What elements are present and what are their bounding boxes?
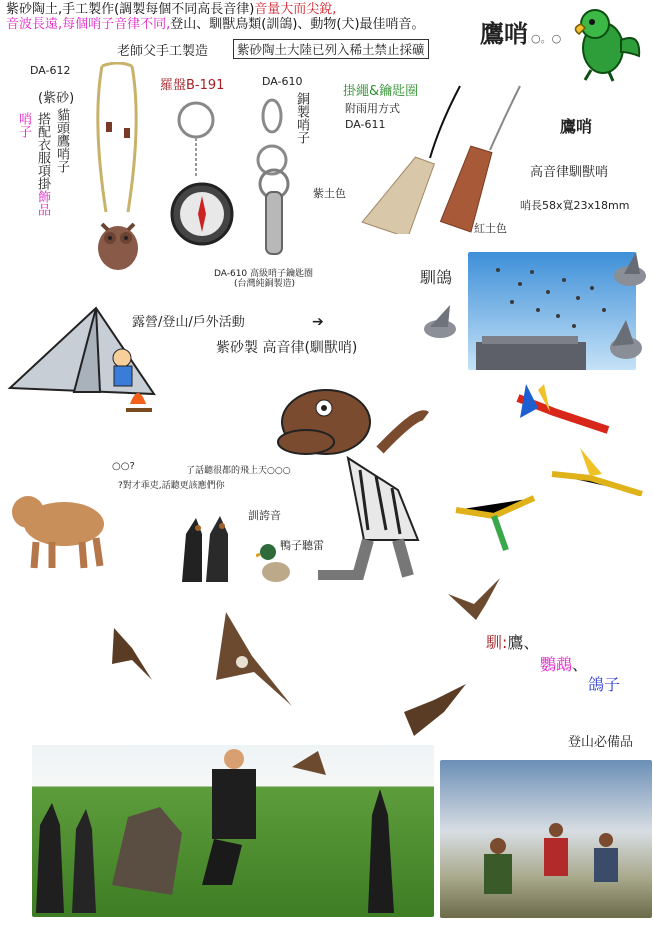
dog-training-photo bbox=[32, 745, 434, 917]
hiking-label: 登山必備品 bbox=[568, 735, 634, 750]
pigeon-label: 馴鴿 bbox=[420, 268, 453, 287]
parrot-logo-icon bbox=[565, 2, 643, 82]
owl-whistle-image bbox=[88, 62, 150, 276]
camping-label: 露營/登山/戶外活動 bbox=[132, 315, 245, 330]
da611-color2: 紅土色 bbox=[474, 222, 507, 235]
intro-seg4: 音波長遠,每個哨子音律不同, bbox=[6, 17, 171, 32]
eagle-icon-4 bbox=[400, 672, 470, 738]
hikers-image bbox=[440, 760, 652, 918]
da612-code: DA-612 bbox=[30, 64, 71, 77]
intro-seg5: 登山、馴獸鳥類(訓鴿)、動物(犬)最佳哨音。 bbox=[170, 17, 425, 32]
scarlet-macaw-icon bbox=[514, 378, 610, 444]
sharpei-dog-image bbox=[6, 482, 112, 570]
compass-image bbox=[166, 98, 240, 254]
train-birds-sep2: 、 bbox=[572, 655, 589, 674]
intro-seg2: 手工製作(調製每個不同高長音律) bbox=[62, 2, 255, 17]
train-birds-w1: 鷹 bbox=[507, 633, 524, 652]
da612-desc bbox=[14, 112, 52, 222]
da610-caption2: (台灣純銅製造) bbox=[234, 279, 296, 289]
intro-text bbox=[6, 2, 466, 32]
da612-desc1: 搭配衣服項掛 bbox=[35, 112, 50, 190]
eagle-whistle-title: 鷹哨 bbox=[560, 117, 593, 136]
man-speech-line2: ?對才乖吏,話聽更該應們你 bbox=[118, 481, 225, 491]
duck-label: 鴨子聽雷 bbox=[280, 539, 324, 552]
hiking-photo bbox=[440, 760, 652, 918]
logo-title: 鷹哨 bbox=[480, 20, 528, 48]
eagle-whistle-size: 哨長58x寬23x18mm bbox=[520, 199, 630, 212]
intro-seg1: 紫砂陶土, bbox=[6, 2, 63, 17]
train-birds-w2: 鸚鵡 bbox=[540, 655, 573, 674]
green-parrot-icon bbox=[454, 494, 538, 552]
eagle-whistle-sub: 高音律馴獸哨 bbox=[530, 165, 609, 180]
trainer-dogs-image bbox=[32, 745, 434, 917]
da610-caption1: DA-610 高級哨子鑰匙圈 bbox=[214, 269, 314, 279]
train-label: 訓誇音 bbox=[248, 509, 281, 522]
train-birds-line2 bbox=[540, 652, 588, 675]
train-birds-sep1: 、 bbox=[523, 633, 540, 652]
da612-material: (紫砂) bbox=[38, 91, 75, 106]
duck-icon bbox=[256, 540, 292, 588]
man-speech-line1: 了話聽很都的飛上天○○○ bbox=[186, 466, 291, 476]
doberman-pair-image bbox=[172, 504, 238, 584]
da611-rain: 附雨用方式 bbox=[345, 102, 400, 115]
da611-color1: 紫土色 bbox=[313, 187, 346, 200]
dog-bubble: ○○? bbox=[112, 461, 135, 472]
pigeon-right-icon bbox=[604, 316, 648, 366]
pigeon-icon bbox=[420, 305, 462, 345]
high-pitch-label: 紫砂製 高音律(馴獸哨) bbox=[216, 340, 358, 356]
da612-name: 貓頭鷹哨子 bbox=[54, 108, 69, 173]
da610-name: 銅製哨子 bbox=[294, 92, 309, 144]
da612-desc2: 飾品哨子 bbox=[16, 112, 50, 216]
clay-whistles-image bbox=[360, 84, 538, 234]
intro-seg3: 音量大而尖銳, bbox=[254, 2, 337, 17]
eagle-icon-3 bbox=[212, 610, 298, 718]
train-birds-prefix: 馴: bbox=[486, 633, 508, 652]
eagle-icon-2 bbox=[110, 620, 156, 684]
arrow-icon: ➔ bbox=[312, 314, 324, 330]
pigeon-top-right-icon bbox=[608, 250, 652, 292]
compass-label: 羅盤B-191 bbox=[160, 78, 225, 93]
yellow-macaw-icon bbox=[550, 444, 644, 496]
tent-camping-image bbox=[4, 300, 168, 424]
train-birds-line1 bbox=[486, 630, 539, 653]
eagle-icon-1 bbox=[446, 574, 502, 622]
train-birds-w3: 鴿子 bbox=[588, 675, 621, 694]
ban-notice: 紫砂陶土大陸已列入稀土禁止採礦 bbox=[233, 39, 429, 59]
da611-hang: 掛繩&鑰匙圈 bbox=[343, 84, 419, 99]
da611-code: DA-611 bbox=[345, 118, 386, 131]
logo-dots: ○。○ bbox=[531, 32, 562, 45]
maker-label: 老師父手工製造 bbox=[117, 44, 209, 59]
brass-whistle-image bbox=[252, 96, 298, 258]
da610-code: DA-610 bbox=[262, 75, 303, 88]
